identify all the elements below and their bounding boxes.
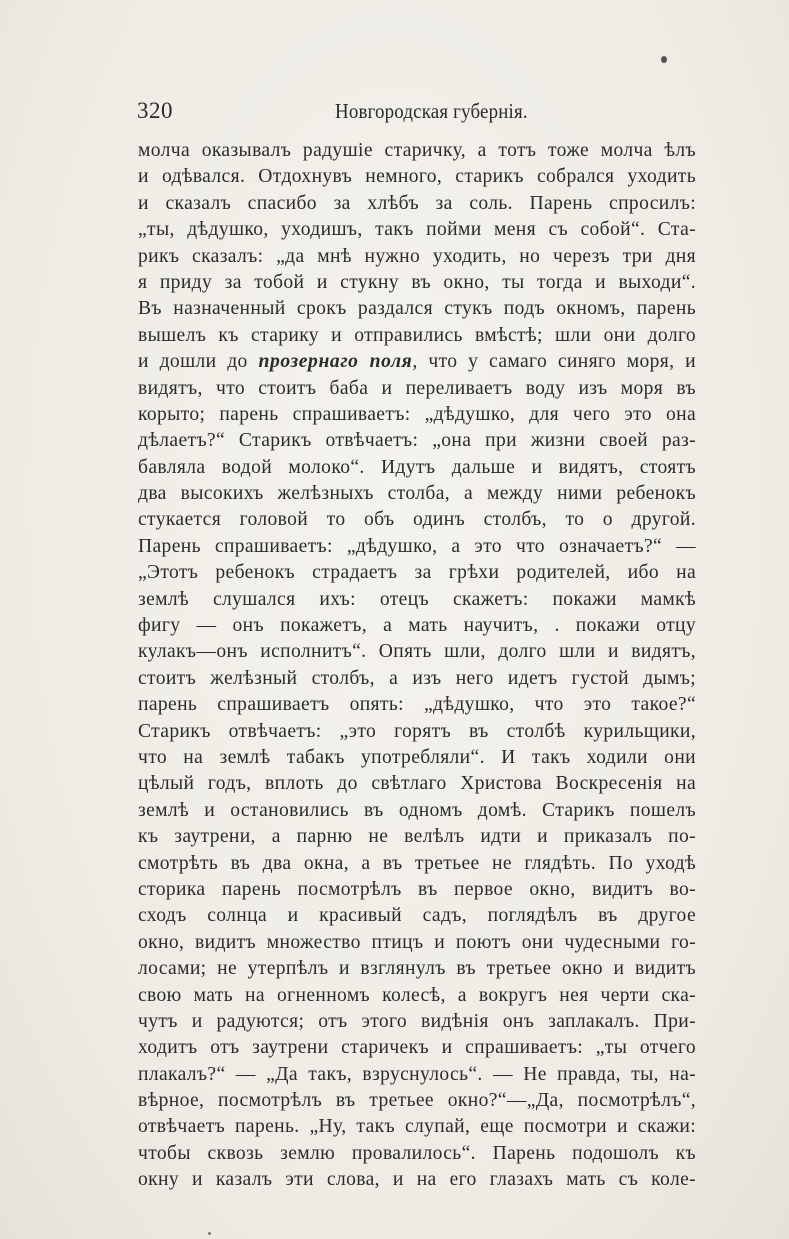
text-fragment: , что у самаго синяго моря, и	[412, 351, 697, 373]
text-line: къ заутрени, а парню не велѣлъ идти и приказалъ по-	[138, 826, 696, 848]
text-line: бавляла водой молоко“. Идутъ дальше и видятъ, стоятъ	[138, 456, 696, 478]
text-line: чутъ и радуются; отъ этого видѣнія онъ заплакалъ. При-	[138, 1010, 696, 1032]
text-line: чтобы сквозь землю провалилось“. Парень подошолъ къ	[138, 1142, 696, 1164]
text-line: молча оказывалъ радушіе старичку, а тотъ тоже молча ѣлъ	[138, 140, 696, 161]
text-line: рикъ сказалъ: „да мнѣ нужно уходить, но черезъ три дня	[138, 245, 696, 267]
text-line: стоитъ желѣзный столбъ, а изъ него идетъ густой дымъ;	[138, 667, 696, 689]
text-line: корыто; парень спрашиваетъ: „дѣдушко, для чего это она	[138, 403, 696, 425]
italic-phrase: прозернаго поля	[258, 351, 413, 373]
text-line: фигу — онъ покажетъ, а мать научитъ, . покажи отцу	[138, 615, 696, 637]
text-line: окну и казалъ эти слова, и на его глазахъ мать съ коле-	[138, 1169, 696, 1191]
text-line: вѣрное, посмотрѣлъ въ третьее окно?“—„Да, посмотрѣлъ“,	[138, 1090, 696, 1112]
ink-speck	[661, 56, 667, 63]
text-line: ходитъ отъ заутрени старичекъ и спрашиваетъ: „ты отчего	[138, 1037, 696, 1059]
text-line: смотрѣть въ два окна, а въ третьее не глядѣть. По уходѣ	[138, 852, 696, 874]
text-line	[138, 349, 696, 375]
body-text	[138, 138, 696, 1194]
text-line: Парень спрашиваетъ: „дѣдушко, а это что означаетъ?“ —	[138, 535, 696, 557]
text-line: видятъ, что стоитъ баба и переливаетъ воду изъ моря въ	[138, 377, 696, 399]
text-line: плакалъ?“ — „Да такъ, взруснулось“. — Не правда, ты, на-	[138, 1063, 696, 1085]
text-line: я приду за тобой и стукну въ окно, ты тогда и выходи“.	[138, 271, 696, 293]
text-line: и сказалъ спасибо за хлѣбъ за соль. Парень спросилъ:	[138, 192, 696, 214]
text-line: землѣ и остановились въ одномъ домѣ. Старикъ пошелъ	[138, 799, 696, 821]
text-line: отвѣчаетъ парень. „Ну, такъ слупай, еще посмотри и скажи:	[138, 1116, 696, 1138]
text-line: окно, видитъ множество птицъ и поютъ они чудесными го-	[138, 931, 696, 953]
text-line: цѣлый годъ, вплоть до свѣтлаго Христова Воскресенія на	[138, 773, 696, 795]
page-header	[137, 98, 694, 128]
ink-speck	[208, 1232, 211, 1235]
text-line: два высокихъ желѣзныхъ столба, а между ними ребенокъ	[138, 483, 696, 505]
text-line: Въ назначенный срокъ раздался стукъ подъ окномъ, парень	[138, 298, 696, 320]
text-fragment: и дошли до	[138, 351, 259, 373]
text-line: свою мать на огненномъ колесѣ, а вокругъ нея черти ска-	[138, 984, 696, 1006]
text-line: Старикъ отвѣчаетъ: „это горятъ въ столбѣ курильщики,	[138, 720, 696, 742]
text-line: парень спрашиваетъ опять: „дѣдушко, что это такое?“	[138, 694, 696, 716]
text-line: что на землѣ табакъ употребляли“. И такъ ходили они	[138, 746, 696, 768]
text-line: „ты, дѣдушко, уходишъ, такъ пойми меня съ собой“. Ста-	[138, 219, 696, 241]
text-line: вышелъ къ старику и отправились вмѣстѣ; шли они долго	[138, 324, 696, 346]
text-line: сходъ солнца и красивый садъ, поглядѣлъ въ другое	[138, 905, 696, 927]
text-line: и одѣвался. Отдохнувъ немного, старикъ собрался уходить	[138, 166, 696, 188]
text-line: „Этотъ ребенокъ страдаетъ за грѣхи родителей, ибо на	[138, 562, 696, 584]
text-line: стукается головой то объ одинъ столбъ, то о другой.	[138, 509, 696, 531]
text-line: кулакъ—онъ исполнитъ“. Опять шли, долго шли и видятъ,	[138, 641, 696, 663]
text-line: лосами; не утерпѣлъ и взглянулъ въ третьее окно и видитъ	[138, 958, 696, 980]
page-number: 320	[137, 98, 173, 123]
text-line: землѣ слушался ихъ: отецъ скажетъ: покажи мамкѣ	[138, 588, 696, 610]
text-line: дѣлаетъ?“ Старикъ отвѣчаетъ: „она при жизни своей раз-	[138, 430, 696, 452]
text-line: сторика парень посмотрѣлъ въ первое окно, видитъ во-	[138, 878, 696, 900]
running-title: Новгородская губернія.	[335, 99, 528, 123]
